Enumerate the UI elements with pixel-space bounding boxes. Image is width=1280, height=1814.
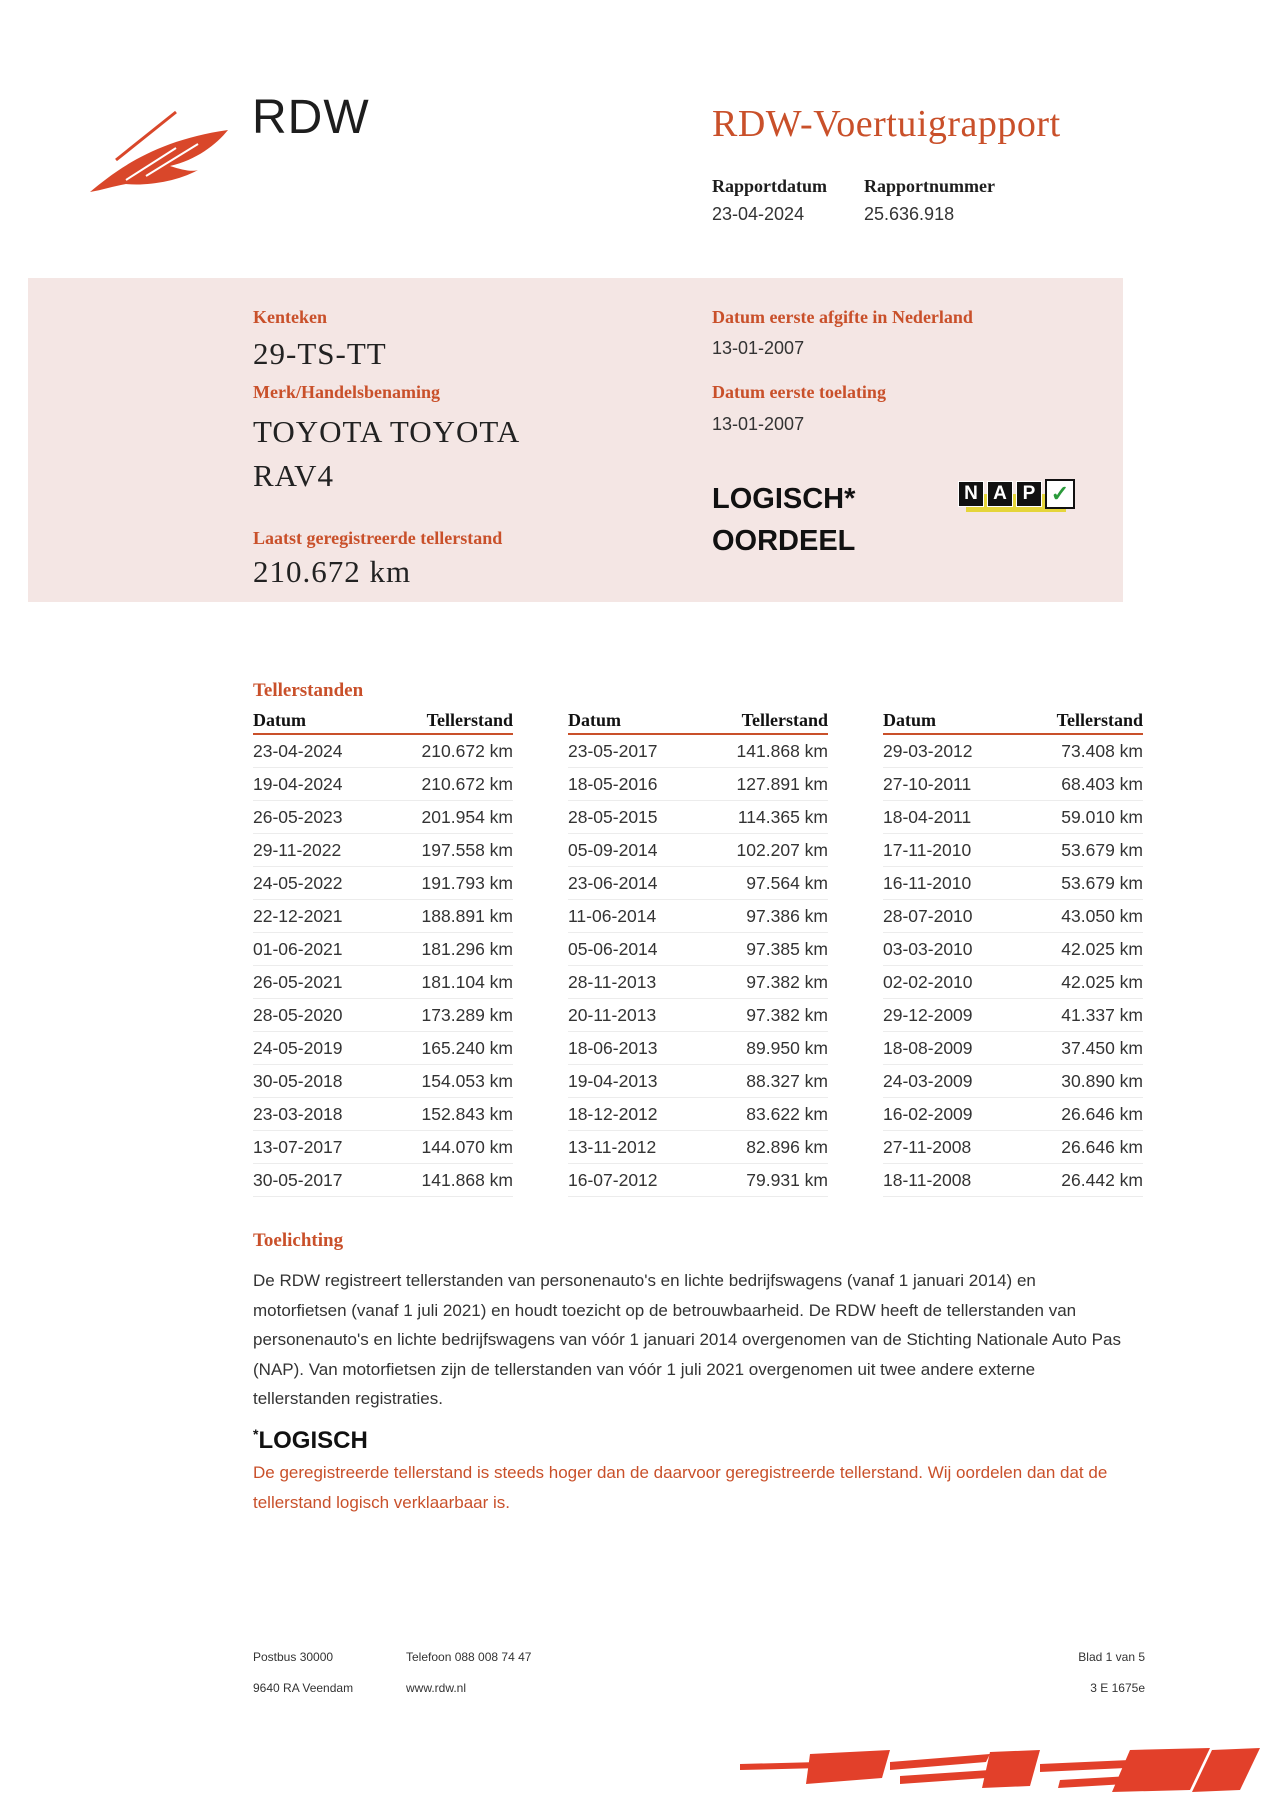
table-row [568,801,828,834]
reading-km: 102.207 km [736,839,828,860]
reading-km: 79.931 km [746,1169,828,1190]
table-row [883,1164,1143,1197]
reading-km: 173.289 km [421,1004,513,1025]
readings-table-3 [883,710,1143,1197]
reading-date: 18-05-2016 [568,773,658,794]
readings-table-1 [253,710,513,1197]
table-row [568,1032,828,1065]
reading-km: 144.070 km [421,1136,513,1157]
odometer-value: 210.672 km [253,554,412,589]
reading-date: 30-05-2018 [253,1070,343,1091]
col-date-header: Datum [253,710,306,730]
reading-date: 16-07-2012 [568,1169,658,1190]
reading-km: 97.382 km [746,971,828,992]
table-row [568,1131,828,1164]
footer-city: 9640 RA Veendam [253,1681,354,1695]
report-date: 23-04-2024 [712,204,805,224]
reading-date: 03-03-2010 [883,938,973,959]
table-row [253,801,513,834]
rdw-stripes-icon [740,1744,1270,1800]
verdict-line1: LOGISCH* [712,483,856,515]
reading-date: 19-04-2013 [568,1070,658,1091]
reading-km: 127.891 km [736,773,828,794]
table-row [568,867,828,900]
reading-date: 24-05-2019 [253,1037,343,1058]
reading-date: 30-05-2017 [253,1169,343,1190]
table-row [883,1032,1143,1065]
col-date-header: Datum [568,710,621,730]
table-header [568,710,828,735]
reading-date: 28-05-2015 [568,806,658,827]
reading-km: 30.890 km [1061,1070,1143,1091]
reading-km: 26.646 km [1061,1103,1143,1124]
reading-km: 97.386 km [746,905,828,926]
readings-table-2 [568,710,828,1197]
nap-letter-p: P [1016,481,1042,507]
nap-logo [958,474,1075,514]
reading-date: 02-02-2010 [883,971,973,992]
reading-date: 24-03-2009 [883,1070,973,1091]
reading-date: 11-06-2014 [568,905,657,926]
footer-web: www.rdw.nl [406,1681,467,1695]
reading-date: 16-11-2010 [883,872,972,893]
reading-date: 05-09-2014 [568,839,658,860]
reading-km: 114.365 km [737,806,828,827]
col-reading-header: Tellerstand [741,710,828,730]
reading-km: 37.450 km [1061,1037,1143,1058]
col-reading-header: Tellerstand [426,710,513,730]
footer-code: 3 E 1675e [1090,1681,1145,1695]
make-label: Merk/Handelsbenaming [253,382,441,402]
table-row [253,735,513,768]
reading-date: 28-07-2010 [883,905,973,926]
reading-date: 13-11-2012 [568,1136,657,1157]
reading-km: 181.104 km [421,971,513,992]
reading-km: 53.679 km [1061,872,1143,893]
table-row [568,966,828,999]
table-row [883,768,1143,801]
reading-date: 05-06-2014 [568,938,658,959]
reading-km: 42.025 km [1061,938,1143,959]
col-reading-header: Tellerstand [1056,710,1143,730]
report-number-label: Rapportnummer [864,176,995,196]
rdw-logo-icon [86,100,236,200]
table-row [568,933,828,966]
table-row [253,1164,513,1197]
reading-km: 97.382 km [746,1004,828,1025]
reading-km: 68.403 km [1061,773,1143,794]
table-row [253,1131,513,1164]
report-title: RDW-Voertuigrapport [712,103,1061,145]
reading-date: 17-11-2010 [883,839,972,860]
first-issue-nl-label: Datum eerste afgifte in Nederland [712,307,973,327]
table-row [253,900,513,933]
table-row [883,1131,1143,1164]
first-admission-value: 13-01-2007 [712,414,805,434]
reading-date: 28-11-2013 [568,971,657,992]
reading-km: 141.868 km [736,740,828,761]
reading-date: 29-11-2022 [253,839,342,860]
reading-km: 141.868 km [421,1169,513,1190]
reading-km: 197.558 km [421,839,513,860]
reading-km: 152.843 km [421,1103,513,1124]
reading-date: 23-03-2018 [253,1103,343,1124]
reading-km: 26.646 km [1061,1136,1143,1157]
table-row [568,1164,828,1197]
make-line2: RAV4 [253,458,334,493]
reading-km: 97.385 km [746,938,828,959]
reading-date: 29-03-2012 [883,740,973,761]
table-row [253,834,513,867]
reading-date: 23-04-2024 [253,740,343,761]
table-row [253,867,513,900]
reading-km: 88.327 km [746,1070,828,1091]
table-row [253,999,513,1032]
table-row [883,1098,1143,1131]
table-row [883,801,1143,834]
plate-label: Kenteken [253,307,327,327]
explanation-title: Toelichting [253,1230,344,1251]
reading-km: 188.891 km [421,905,513,926]
reading-date: 19-04-2024 [253,773,343,794]
reading-date: 18-06-2013 [568,1037,658,1058]
first-issue-nl-value: 13-01-2007 [712,338,805,358]
logisch-text: De geregistreerde tellerstand is steeds hoger dan de daarvoor geregistreerde tellerstand. Wij oordelen dan dat de tellerstand logisch verklaarbaar is. [253,1463,1108,1512]
reading-km: 210.672 km [421,773,513,794]
reading-date: 16-02-2009 [883,1103,973,1124]
reading-date: 27-10-2011 [883,773,972,794]
reading-km: 43.050 km [1061,905,1143,926]
table-row [253,768,513,801]
reading-date: 20-11-2013 [568,1004,657,1025]
reading-km: 97.564 km [746,872,828,893]
table-header [253,710,513,735]
reading-km: 59.010 km [1061,806,1143,827]
table-row [253,1098,513,1131]
table-row [883,933,1143,966]
report-date-label: Rapportdatum [712,176,828,196]
reading-km: 191.793 km [421,872,513,893]
reading-date: 24-05-2022 [253,872,343,893]
nap-letter-a: A [987,481,1013,507]
reading-km: 82.896 km [746,1136,828,1157]
reading-date: 26-05-2023 [253,806,343,827]
footer-phone: Telefoon 088 008 74 47 [406,1650,532,1664]
reading-date: 18-11-2008 [883,1169,972,1190]
make-line1: TOYOTA TOYOTA [253,414,521,449]
reading-km: 53.679 km [1061,839,1143,860]
reading-km: 41.337 km [1061,1004,1143,1025]
reading-date: 23-06-2014 [568,872,658,893]
logisch-heading [253,1426,368,1455]
table-row [568,834,828,867]
reading-km: 154.053 km [421,1070,513,1091]
reading-date: 27-11-2008 [883,1136,972,1157]
table-row [883,867,1143,900]
reading-date: 18-12-2012 [568,1103,658,1124]
col-date-header: Datum [883,710,936,730]
reading-km: 201.954 km [421,806,513,827]
table-row [883,834,1143,867]
table-row [883,1065,1143,1098]
reading-date: 26-05-2021 [253,971,343,992]
table-row [883,735,1143,768]
table-row [568,999,828,1032]
reading-date: 18-04-2011 [883,806,972,827]
reading-date: 13-07-2017 [253,1136,343,1157]
reading-km: 42.025 km [1061,971,1143,992]
table-row [568,768,828,801]
table-row [253,933,513,966]
logisch-star: * [253,1426,259,1442]
table-row [883,900,1143,933]
table-row [253,966,513,999]
reading-km: 165.240 km [421,1037,513,1058]
table-row [883,999,1143,1032]
first-admission-label: Datum eerste toelating [712,382,886,402]
odometer-label: Laatst geregistreerde tellerstand [253,528,503,548]
footer-page: Blad 1 van 5 [1078,1650,1145,1664]
table-row [568,900,828,933]
table-row [253,1032,513,1065]
logisch-title: LOGISCH [258,1427,368,1454]
footer-postbus: Postbus 30000 [253,1650,334,1664]
explanation-text: De RDW registreert tellerstanden van personenauto's en lichte bedrijfswagens (vanaf 1 januari 2014) en motorfietsen (vanaf 1 juli 2021) en houdt toezicht op de betrouwbaarheid. De RDW heeft de tellerstanden van personenauto's en lichte bedrijfswagens van vóór 1 januari 2014 overgenomen van de Stichting Nationale Auto Pas (NAP). Van motorfietsen zijn de tellerstanden van vóór 1 juli 2021 overgenomen uit twee andere externe tellerstanden registraties. [253,1271,1121,1408]
reading-date: 18-08-2009 [883,1037,973,1058]
reading-date: 22-12-2021 [253,905,343,926]
reading-date: 01-06-2021 [253,938,343,959]
reading-km: 210.672 km [421,740,513,761]
reading-km: 83.622 km [746,1103,828,1124]
table-row [568,735,828,768]
verdict-line2: OORDEEL [712,525,856,557]
check-icon: ✓ [1045,479,1075,509]
table-row [568,1065,828,1098]
report-number: 25.636.918 [864,204,955,224]
readings-title: Tellerstanden [253,680,364,701]
reading-date: 23-05-2017 [568,740,658,761]
plate-value: 29-TS-TT [253,336,387,371]
table-row [883,966,1143,999]
reading-km: 89.950 km [746,1037,828,1058]
reading-km: 73.408 km [1061,740,1143,761]
table-row [253,1065,513,1098]
reading-km: 181.296 km [421,938,513,959]
brand-name: RDW [252,91,370,144]
reading-date: 28-05-2020 [253,1004,343,1025]
reading-date: 29-12-2009 [883,1004,973,1025]
table-row [568,1098,828,1131]
reading-km: 26.442 km [1061,1169,1143,1190]
nap-letter-n: N [958,481,984,507]
table-header [883,710,1143,735]
